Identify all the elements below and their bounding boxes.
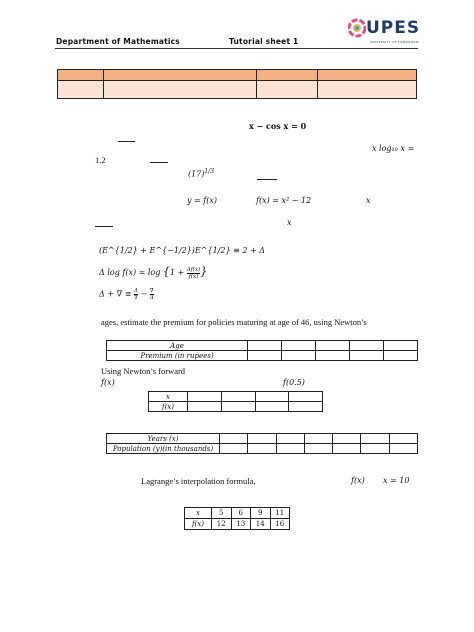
blank-line	[257, 179, 277, 180]
table-row	[107, 434, 418, 444]
table-cell	[350, 351, 384, 361]
table-row	[107, 444, 418, 454]
table-cell	[221, 402, 255, 412]
header-cell	[58, 81, 104, 99]
table-cell	[361, 434, 389, 444]
table-cell	[276, 444, 304, 454]
number-1-2: 1.2	[95, 155, 106, 165]
population-header: Population (y)(in thousands)	[107, 444, 220, 454]
table-cell	[389, 434, 417, 444]
lagrange-x-value: 5	[212, 508, 232, 519]
logo-text: UPES	[366, 18, 421, 38]
lagrange-fx-value: 13	[231, 519, 251, 530]
header-cell	[104, 81, 257, 99]
table-row	[149, 392, 323, 402]
sheet-title: Tutorial sheet 1	[229, 37, 299, 46]
blank-line	[95, 226, 113, 227]
equation-x-cos-x: x − cos x = 0	[249, 121, 307, 131]
table-cell	[220, 434, 248, 444]
table-cell	[361, 444, 389, 454]
table-cell	[384, 341, 418, 351]
root-exponent: 1/3	[204, 168, 215, 175]
x-header: x	[149, 392, 188, 402]
table-cell	[248, 351, 282, 361]
population-table	[106, 433, 418, 454]
op3-a-den: ∇	[134, 295, 138, 301]
table-cell	[248, 444, 276, 454]
header-rule	[55, 48, 418, 49]
header-color-row	[58, 81, 417, 99]
upes-logo	[348, 13, 428, 49]
table-cell	[389, 444, 417, 454]
header-cell	[318, 70, 417, 81]
table-cell	[304, 434, 332, 444]
lagrange-x-value: 11	[270, 508, 290, 519]
table-cell	[316, 351, 350, 361]
logo-mark-icon	[348, 17, 366, 39]
table-cell	[188, 402, 222, 412]
table-cell	[304, 444, 332, 454]
header-color-row	[58, 70, 417, 81]
years-header: Years (x)	[107, 434, 220, 444]
table-cell	[333, 434, 361, 444]
department-title: Department of Mathematics	[56, 37, 180, 46]
lagrange-fx-value: 16	[270, 519, 290, 530]
operator-identity-1: (E^{1/2} + E^{−1/2})E^{1/2} ≡ 2 + Δ	[99, 246, 265, 255]
op2-denominator: f(x)	[188, 273, 199, 280]
op2-numerator: Δf(x)	[186, 266, 201, 273]
header-cell	[257, 81, 318, 99]
table-row	[107, 351, 418, 361]
table-cell	[289, 392, 323, 402]
op3-b-num: ∇	[149, 288, 154, 294]
fx-label: f(x)	[351, 476, 365, 485]
premium-sentence: ages, estimate the premium for policies maturing at age of 46, using Newton’s	[101, 317, 367, 327]
lagrange-fx-value: 14	[251, 519, 271, 530]
age-header: Age	[107, 341, 248, 351]
cube-root-17	[188, 168, 214, 179]
logo-subtext: UNIVERSITY OF TOMORROW	[370, 40, 420, 44]
lagrange-x-value: 9	[251, 508, 271, 519]
premium-header: Premium (in rupees)	[107, 351, 248, 361]
lagrange-fx-header: f(x)	[185, 519, 212, 530]
op2-one: 1 +	[169, 268, 185, 277]
table-cell	[276, 434, 304, 444]
op3-a-num: Δ	[133, 288, 138, 294]
y-equals-fx: y = f(x)	[187, 196, 218, 205]
age-premium-table	[106, 340, 418, 361]
table-cell	[384, 351, 418, 361]
blank-line	[118, 141, 135, 142]
table-row	[149, 402, 323, 412]
operator-identity-2: Δ log f(x) = log {1 + $\frac{\Delta f(x)}{f(x)}$ }	[99, 265, 208, 280]
header-cell	[104, 70, 257, 81]
lagrange-fx-value: 12	[212, 519, 232, 530]
blank-line	[150, 162, 168, 163]
fx-label: f(x)	[101, 378, 115, 387]
table-cell	[248, 341, 282, 351]
root-base: (17)	[188, 169, 205, 179]
table-row	[107, 341, 418, 351]
table-cell	[289, 402, 323, 412]
table-cell	[255, 402, 289, 412]
table-cell	[188, 392, 222, 402]
table-cell	[221, 392, 255, 402]
table-cell	[333, 444, 361, 454]
newton-sentence: Using Newton’s forward	[101, 366, 186, 376]
fx-header: f(x)	[149, 402, 188, 412]
op2-left: Δ log f(x) = log	[99, 268, 161, 277]
lagrange-table	[184, 507, 290, 530]
table-cell	[282, 351, 316, 361]
variable-x: x	[287, 218, 292, 227]
table-cell	[248, 434, 276, 444]
table-cell	[255, 392, 289, 402]
equation-xlog: x log₁₀ x =	[372, 144, 415, 153]
f-0-5-label: f(0.5)	[283, 378, 305, 387]
lagrange-x-header: x	[185, 508, 212, 519]
operator-identity-3: Δ + ∇ ≡ Δ ∇ − ∇ Δ	[99, 288, 154, 301]
x-equals-10: x = 10	[383, 476, 410, 485]
fx-definition: f(x) = x² − 12	[256, 196, 312, 205]
header-cell	[58, 70, 104, 81]
header-cell	[318, 81, 417, 99]
variable-x: x	[366, 196, 371, 205]
header-cell	[257, 70, 318, 81]
table-row	[185, 508, 290, 519]
table-cell	[282, 341, 316, 351]
table-row	[185, 519, 290, 530]
op3-b-den: Δ	[149, 295, 154, 301]
header-color-table	[57, 69, 417, 99]
lagrange-x-value: 6	[231, 508, 251, 519]
table-cell	[220, 444, 248, 454]
lagrange-sentence: Lagrange’s interpolation formula,	[141, 476, 256, 486]
table-cell	[350, 341, 384, 351]
table-cell	[316, 341, 350, 351]
op3-left: Δ + ∇ ≡	[99, 289, 132, 299]
x-fx-table	[148, 391, 323, 412]
